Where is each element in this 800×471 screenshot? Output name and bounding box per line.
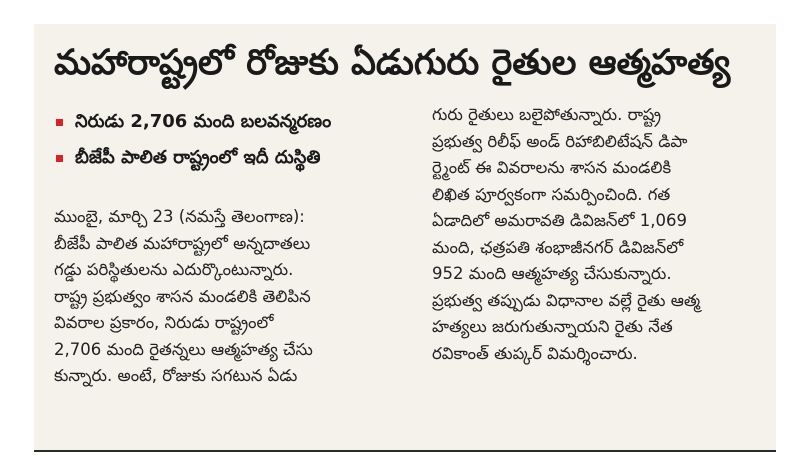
- article-line: లిఖిత పూర్వకంగా సమర్పించింది. గత: [432, 184, 671, 204]
- article-column-right: [432, 102, 762, 367]
- headline: మహారాష్ట్రలో రోజుకు ఏడుగురు రైతుల ఆత్మహత్య: [54, 43, 731, 83]
- subheadline-text: నిరుడు 2,706 మంది బలవన్మరణం: [75, 111, 332, 132]
- article-line: రవికాంత్ తుప్కర్ విమర్శించారు.: [432, 343, 638, 363]
- article-line: రాష్ట్ర ప్రభుత్వం శాసన మండలికి తెలిపిన: [54, 286, 311, 306]
- news-clipping: [34, 24, 776, 452]
- article-line: వివరాల ప్రకారం, నిరుడు రాష్ట్రంలో: [54, 313, 274, 332]
- article-column-left: [54, 204, 414, 390]
- subheadline-text: బీజేపీ పాలిత రాష్ట్రంలో ఇదీ దుస్థితి: [75, 147, 321, 168]
- article-line: ప్రభుత్వ రిలీఫ్ అండ్ రిహాబిలిటేషన్ డిపా: [432, 131, 688, 151]
- subheadline-list: [56, 104, 406, 176]
- red-square-bullet-icon: [56, 119, 63, 126]
- article-line: బీజేపీ పాలిత మహారాష్ట్రలో అన్నదాతలు: [54, 233, 311, 253]
- article-line: 952 మంది ఆత్మహత్య చేసుకున్నారు.: [432, 264, 672, 283]
- subheadline-item: [56, 140, 406, 176]
- article-line: గడ్డు పరిస్థితులను ఎదుర్కొంటున్నారు.: [54, 260, 294, 279]
- article-line: హత్యలు జరుగుతున్నాయని రైతు నేత: [432, 317, 673, 336]
- article-line: మంది, ఛత్రపతి శంభాజీనగర్ డివిజన్‌లో: [432, 237, 684, 257]
- subheadline-item: [56, 104, 406, 140]
- article-line: ముంబై, మార్చి 23 (నమస్తే తెలంగాణ):: [54, 207, 305, 226]
- article-line: కున్నారు. అంటే, రోజుకు సగటున ఏడు: [54, 366, 298, 385]
- article-line: 2,706 మంది రైతన్నలు ఆత్మహత్య చేసు: [54, 339, 313, 359]
- article-line: ఏడాదిలో అమరావతి డివిజన్‌లో 1,069: [432, 211, 687, 230]
- red-square-bullet-icon: [56, 155, 63, 162]
- article-line: ప్రభుత్వ తప్పుడు విధానాల వల్లే రైతు ఆత్మ: [432, 290, 701, 310]
- article-line: గురు రైతులు బలైపోతున్నారు. రాష్ట్ర: [432, 105, 662, 124]
- article-line: ర్ట్మెంట్ ఈ వివరాలను శాసన మండలికి: [432, 158, 672, 177]
